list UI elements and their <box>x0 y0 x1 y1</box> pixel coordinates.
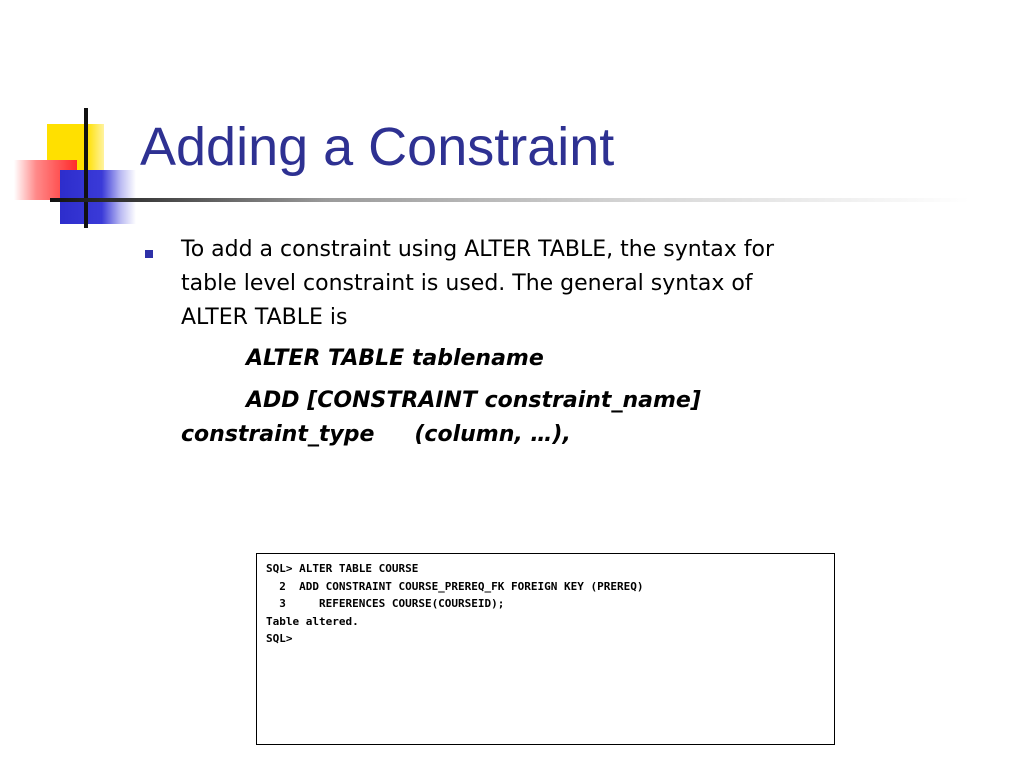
syntax-line-alter-table: ALTER TABLE tablename <box>246 346 544 371</box>
code-line: 2 ADD CONSTRAINT COURSE_PREREQ_FK FOREIGN KEY (PREREQ) <box>266 579 644 593</box>
code-line: SQL> <box>266 632 293 645</box>
decorative-blue-square <box>60 170 136 224</box>
bullet-text-line: To add a constraint using ALTER TABLE, the syntax for <box>181 237 775 262</box>
syntax-constraint-type: constraint_type <box>181 422 375 447</box>
syntax-column-list: (column, …), <box>414 422 571 447</box>
bullet-text <box>181 233 881 335</box>
code-line: SQL> ALTER TABLE COURSE <box>266 562 419 575</box>
sql-output-box <box>256 553 835 745</box>
bullet-text-line: ALTER TABLE is <box>181 305 348 330</box>
bullet-text-line: table level constraint is used. The general syntax of <box>181 271 753 296</box>
slide-title: Adding a Constraint <box>140 117 615 177</box>
code-line: Table altered. <box>266 614 359 628</box>
decorative-vertical-line <box>84 108 88 228</box>
bullet-square-icon <box>145 250 153 258</box>
syntax-line-add-constraint: ADD [CONSTRAINT constraint_name] <box>246 388 701 413</box>
code-line: 3 REFERENCES COURSE(COURSEID); <box>266 597 505 610</box>
syntax-line-constraint-type <box>181 418 571 452</box>
title-underline-divider <box>50 198 970 202</box>
